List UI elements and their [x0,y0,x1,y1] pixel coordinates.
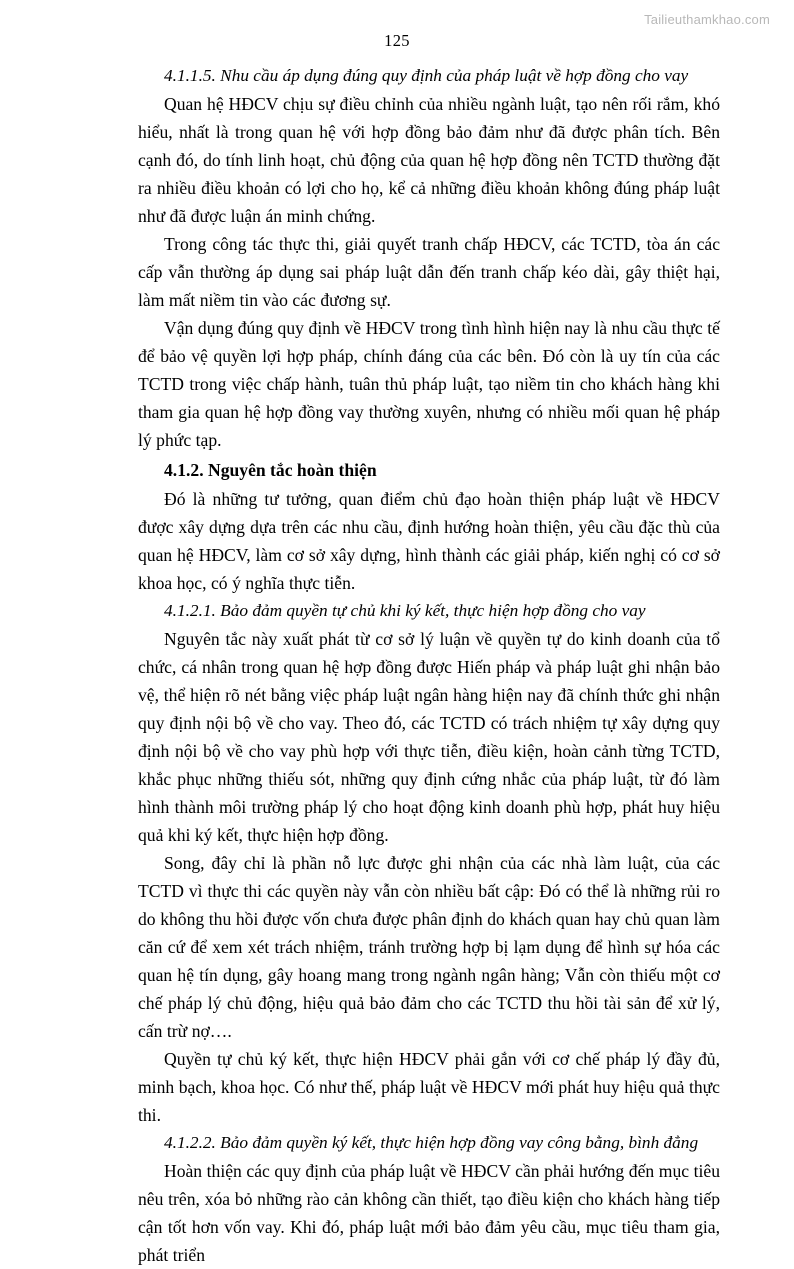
site-watermark: Tailieuthamkhao.com [644,12,770,27]
heading-4-1-1-5: 4.1.1.5. Nhu cầu áp dụng đúng quy định của pháp luật về hợp đồng cho vay [164,66,689,85]
paragraph-2: Trong công tác thực thi, giải quyết tranh chấp HĐCV, các TCTD, tòa án các cấp vẫn thường áp dụng sai pháp luật dẫn đến tranh chấp kéo dài, gây thiệt hại, làm mất niềm tin vào các đương sự. [138,234,720,310]
paragraph-3: Vận dụng đúng quy định về HĐCV trong tình hình hiện nay là nhu cầu thực tế để bảo vệ quyền lợi hợp pháp, chính đáng của các bên. Đó còn là uy tín của các TCTD trong việc chấp hành, tuân thủ pháp luật, tạo niềm tin cho khách hàng khi tham gia quan hệ hợp đồng vay thường xuyên, nhưng có nhiều mối quan hệ pháp lý phức tạp. [138,318,720,450]
paragraph-8: Hoàn thiện các quy định của pháp luật về HĐCV cần phải hướng đến mục tiêu nêu trên, xóa bỏ những rào cản không cần thiết, tạo điều kiện cho khách hàng tiếp cận tốt hơn vốn vay. Khi đó, pháp luật mới bảo đảm yêu cầu, mục tiêu tham gia, phát triển [138,1161,720,1265]
paragraph-7: Quyền tự chủ ký kết, thực hiện HĐCV phải gắn với cơ chế pháp lý đầy đủ, minh bạch, khoa học. Có như thế, pháp luật về HĐCV mới phát huy hiệu quả thực thi. [138,1049,720,1125]
paragraph-6: Song, đây chỉ là phần nỗ lực được ghi nhận của các nhà làm luật, của các TCTD vì thực thi các quyền này vẫn còn nhiều bất cập: Đó có thể là những rủi ro do không thu hồi được vốn chưa được phân định do khách quan hay chủ quan làm căn cứ để xem xét trách nhiệm, tránh trường hợp bị lạm dụng để hình sự hóa các quan hệ tín dụng, gây hoang mang trong ngành ngân hàng; Vẫn còn thiếu một cơ chế pháp lý chủ động, hiệu quả bảo đảm cho các TCTD thu hồi tài sản để xử lý, cấn trừ nợ…. [138,853,720,1041]
page-number: 125 [384,31,410,50]
heading-4-1-2-2: 4.1.2.2. Bảo đảm quyền ký kết, thực hiện hợp đồng vay công bằng, bình đẳng [164,1133,699,1152]
paragraph-5: Nguyên tắc này xuất phát từ cơ sở lý luận về quyền tự do kinh doanh của tổ chức, cá nhân trong quan hệ hợp đồng được Hiến pháp và pháp luật ghi nhận bảo vệ, thể hiện rõ nét bằng việc pháp luật ngân hàng hiện nay đã chính thức ghi nhận quy định nội bộ về cho vay. Theo đó, các TCTD có trách nhiệm tự xây dựng quy định nội bộ về cho vay phù hợp với thực tiễn, điều kiện, hoàn cảnh từng TCTD, khắc phục những thiếu sót, những quy định cứng nhắc của pháp luật, từ đó làm hình thành môi trường pháp lý cho hoạt động kinh doanh phù hợp, phát huy hiệu quả khi ký kết, thực hiện hợp đồng. [138,629,720,845]
page-content [138,62,720,1269]
heading-4-1-2: 4.1.2. Nguyên tắc hoàn thiện [164,460,377,480]
paragraph-4: Đó là những tư tưởng, quan điểm chủ đạo hoàn thiện pháp luật về HĐCV được xây dựng dựa trên các nhu cầu, định hướng hoàn thiện, yêu cầu đặc thù của quan hệ HĐCV, làm cơ sở xây dựng, hình thành các giải pháp, kiến nghị có cơ sở khoa học, có ý nghĩa thực tiễn. [138,489,720,593]
paragraph-1: Quan hệ HĐCV chịu sự điều chỉnh của nhiều ngành luật, tạo nên rối rắm, khó hiểu, nhất là trong quan hệ với hợp đồng bảo đảm như đã được phân tích. Bên cạnh đó, do tính linh hoạt, chủ động của quan hệ hợp đồng nên TCTD thường đặt ra nhiều điều khoản có lợi cho họ, kể cả những điều khoản không đúng pháp luật như đã được luận án minh chứng. [138,94,720,226]
heading-4-1-2-1: 4.1.2.1. Bảo đảm quyền tự chủ khi ký kết, thực hiện hợp đồng cho vay [164,601,646,620]
